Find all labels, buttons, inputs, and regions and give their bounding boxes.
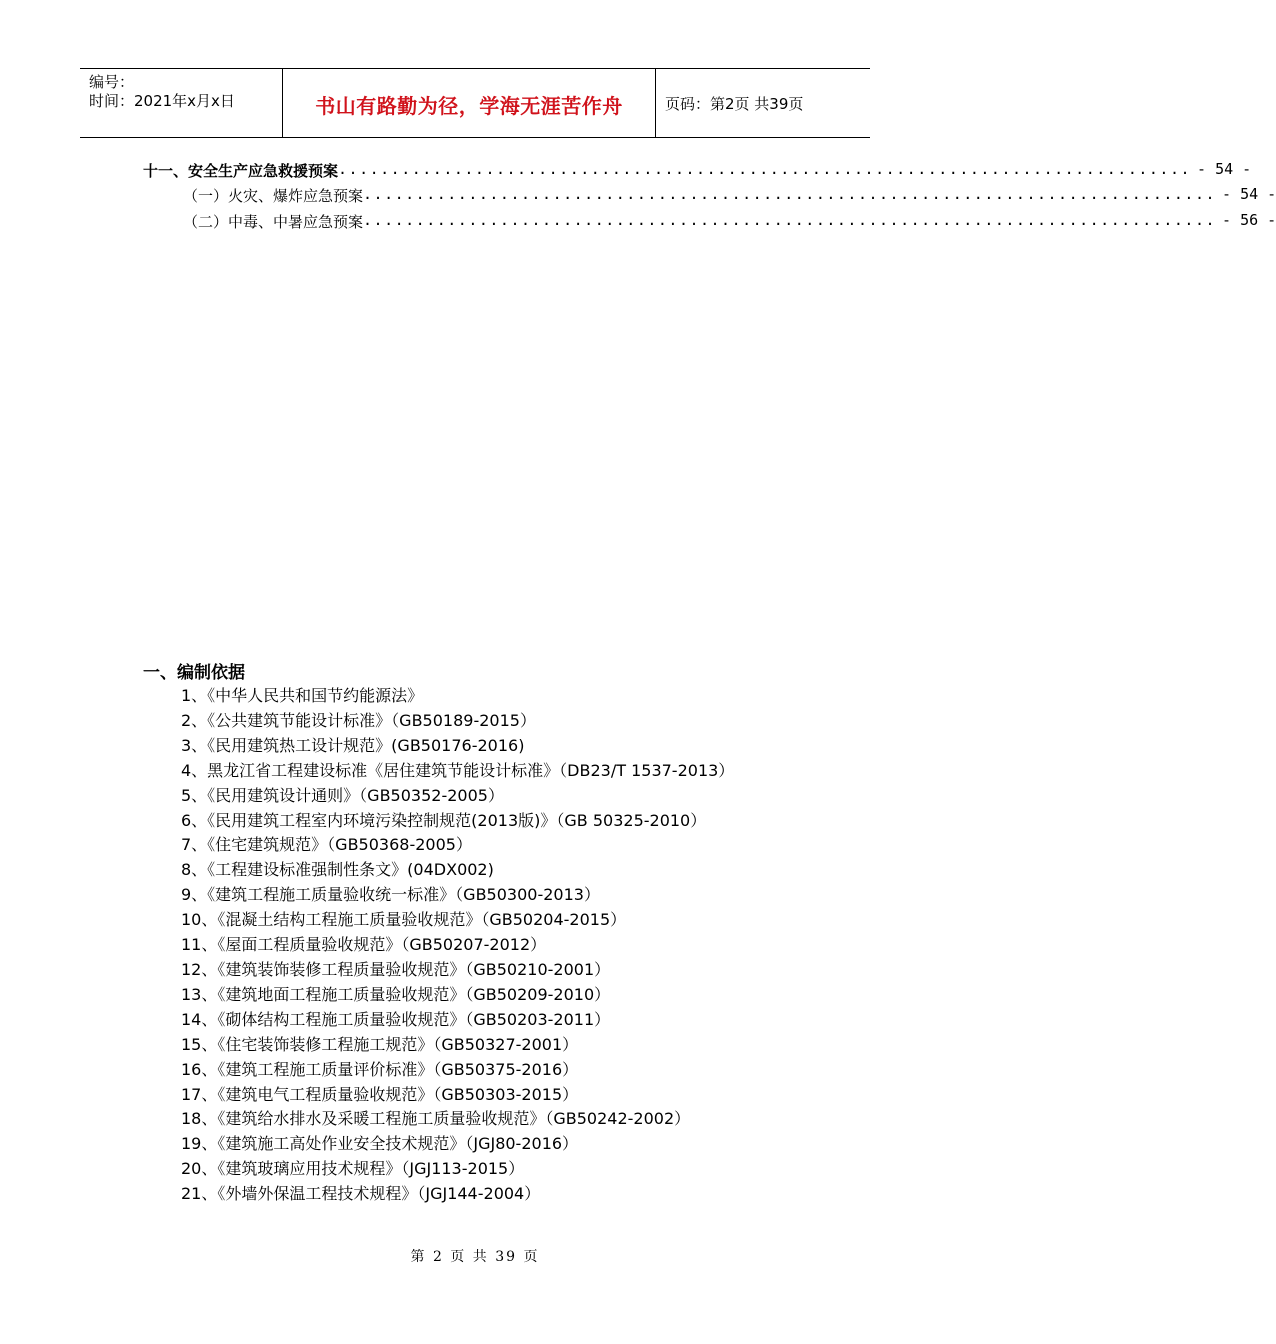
reference-item: 2、《公共建筑节能设计标准》（GB50189-2015） — [181, 710, 536, 730]
toc-entry-title: （一）火灾、爆炸应急预案 — [183, 187, 364, 205]
toc-entry-page: - 54 - — [1222, 185, 1276, 203]
reference-item: 16、《建筑工程施工质量评价标准》（GB50375-2016） — [181, 1059, 579, 1079]
page-footer: 第 2 页 共 39 页 — [410, 1249, 540, 1265]
reference-item: 1、《中华人民共和国节约能源法》 — [181, 686, 424, 705]
header-page-info: 页码：第2页 共39页 — [665, 95, 804, 113]
reference-item: 11、《屋面工程质量验收规范》（GB50207-2012） — [181, 935, 547, 955]
reference-item: 17、《建筑电气工程质量验收规范》（GB50303-2015） — [181, 1084, 579, 1104]
reference-item: 19、《建筑施工高处作业安全技术规范》（JGJ80-2016） — [181, 1134, 579, 1154]
toc-entry-title: （二）中毒、中暑应急预案 — [183, 213, 364, 231]
reference-item: 7、《住宅建筑规范》（GB50368-2005） — [181, 835, 472, 855]
reference-item: 4、黑龙江省工程建设标准《居住建筑节能设计标准》（DB23/T 1537-2013） — [181, 760, 735, 780]
reference-item: 14、《砌体结构工程施工质量验收规范》（GB50203-2011） — [181, 1009, 611, 1029]
reference-item: 8、《工程建设标准强制性条文》(04DX002) — [181, 860, 494, 880]
toc-leader-dots: ................................................................................. — [338, 160, 1192, 178]
reference-item: 21、《外墙外保温工程技术规程》（JGJ144-2004） — [181, 1184, 541, 1204]
reference-item: 20、《建筑玻璃应用技术规程》（JGJ113-2015） — [181, 1159, 525, 1179]
reference-item: 5、《民用建筑设计通则》（GB50352-2005） — [181, 785, 504, 805]
header-motto: 书山有路勤为径，学海无涯苦作舟 — [315, 94, 623, 118]
toc-entry[interactable] — [183, 211, 1276, 235]
header-motto-cell — [283, 69, 656, 137]
toc-leader-dots: ................................................................................. — [363, 185, 1217, 203]
toc-entry[interactable] — [183, 185, 1276, 209]
reference-item: 13、《建筑地面工程施工质量验收规范》（GB50209-2010） — [181, 984, 611, 1004]
reference-item: 3、《民用建筑热工设计规范》(GB50176-2016) — [181, 735, 525, 755]
header-meta-cell — [80, 69, 283, 137]
toc-entry-title: 十一、安全生产应急救援预案 — [143, 162, 339, 180]
document-date: 时间：2021年x月x日 — [89, 92, 235, 110]
toc-entry-page: - 56 - — [1222, 211, 1276, 229]
reference-item: 9、《建筑工程施工质量验收统一标准》（GB50300-2013） — [181, 885, 600, 905]
reference-item: 6、《民用建筑工程室内环境污染控制规范(2013版)》（GB 50325-2010） — [181, 810, 707, 830]
page-header — [80, 68, 870, 138]
toc-entry[interactable] — [143, 160, 1252, 184]
reference-item: 18、《建筑给水排水及采暖工程施工质量验收规范》（GB50242-2002） — [181, 1109, 691, 1129]
reference-item: 15、《住宅装饰装修工程施工规范》（GB50327-2001） — [181, 1034, 579, 1054]
document-number-label: 编号： — [89, 73, 135, 91]
toc-entry-page: - 54 - — [1197, 160, 1252, 178]
toc-leader-dots: ................................................................................. — [363, 211, 1217, 229]
header-page-cell — [656, 69, 870, 137]
reference-list — [143, 684, 823, 1207]
reference-item: 12、《建筑装饰装修工程质量验收规范》（GB50210-2001） — [181, 959, 611, 979]
reference-item: 10、《混凝土结构工程施工质量验收规范》（GB50204-2015） — [181, 910, 627, 930]
section-heading: 一、编制依据 — [143, 663, 245, 683]
